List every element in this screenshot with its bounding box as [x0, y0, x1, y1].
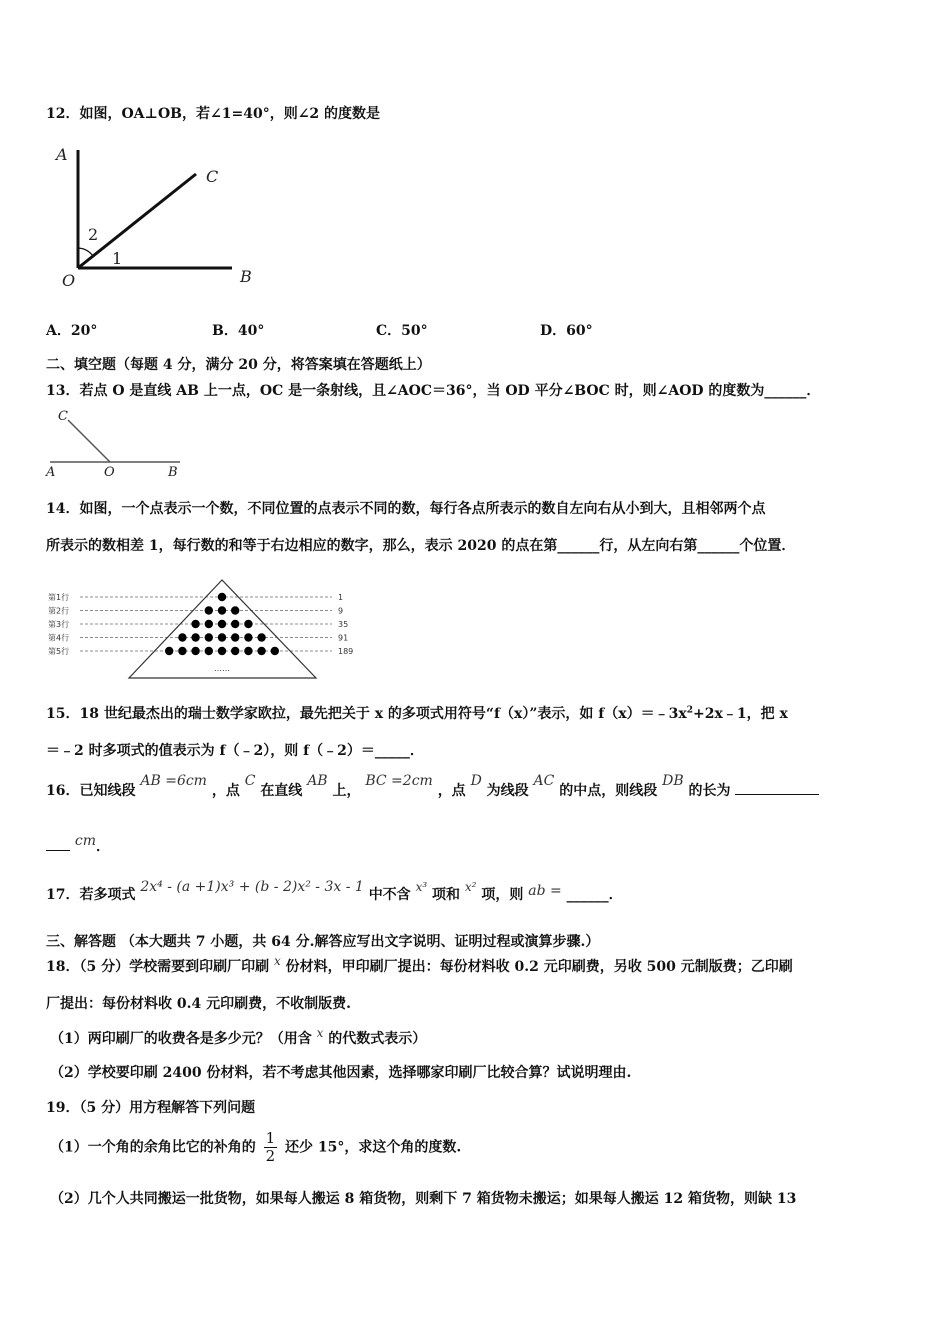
q14-dot [218, 647, 226, 655]
q17-poly: 2x⁴ - (a +1)x³ + (b - 2)x² - 3x - 1 [140, 879, 364, 895]
q16-p1: 16．已知线段 [46, 783, 136, 799]
q16-unit: cm [74, 833, 96, 849]
q18-sub1-a: （1）两印刷厂的收费各是多少元？（用含 [50, 1031, 312, 1047]
q16-p6: 为线段 [486, 783, 529, 799]
q14-dot [231, 606, 239, 614]
q17-m3: ab = [528, 883, 562, 899]
q14-dot [205, 647, 213, 655]
q16-end: ． [96, 839, 110, 855]
q14-dot [191, 633, 199, 641]
q14-dot [191, 647, 199, 655]
q14-row-sum: 1 [338, 593, 344, 602]
q12-angle-2: 2 [88, 225, 99, 244]
q16-p7: 的中点，则线段 [559, 783, 658, 799]
q14-row-label: 第1行 [48, 593, 70, 602]
q19-sub1 [50, 1130, 461, 1165]
q17-p3: 项和 [432, 887, 461, 903]
q14-row-sum: 35 [338, 620, 349, 629]
q12-figure [50, 140, 270, 300]
q19-frac-num: 1 [265, 1129, 276, 1147]
q12-label-a: A [56, 145, 68, 164]
q16-p3: 在直线 [260, 783, 303, 799]
q18-line1-b: 份材料，甲印刷厂提出：每份材料收 0.2 元印刷费，另收 500 元制版费；乙印刷 [285, 959, 793, 975]
q16-p5: ，点 [437, 783, 466, 799]
section3-title: 三、解答题 （本大题共 7 小题，共 64 分.解答应写出文字说明、证明过程或演算步骤.） [46, 934, 600, 950]
q14-dot [178, 647, 186, 655]
q17-line [46, 879, 623, 904]
q18-sub1-b: 的代数式表示） [328, 1031, 427, 1047]
q16-m1: AB =6cm [140, 773, 207, 789]
q14-dot [218, 606, 226, 614]
q14-ellipsis: …… [214, 664, 230, 673]
q14-dot [257, 647, 265, 655]
q19-sub1-a: （1）一个角的余角比它的补角的 [50, 1139, 256, 1156]
q19-sub1-b: 还少 15°，求这个角的度数. [285, 1139, 462, 1156]
q14-dot [205, 606, 213, 614]
q12-option-a: A．20° [46, 323, 98, 339]
q15-sup: 2 [686, 705, 694, 716]
q17-p1: 17．若多项式 [46, 887, 136, 903]
q14-row-label: 第3行 [48, 620, 70, 629]
q16-p4: 上， [332, 783, 361, 799]
q16-m5: D [470, 773, 482, 789]
q14-row-label: 第4行 [48, 633, 70, 643]
q17-p2: 中不含 [368, 887, 411, 903]
q13-label-c: C [58, 409, 68, 424]
q14-line1: 14．如图，一个点表示一个数，不同位置的点表示不同的数，每行各点所表示的数自左向右从小到大，且相邻两个点 [46, 501, 766, 517]
q14-dot [257, 633, 265, 641]
q18-line2: 厂提出：每份材料收 0.4 元印刷费，不收制版费. [46, 996, 351, 1012]
q17-m2: x² [464, 880, 477, 894]
q15-line1 [46, 703, 788, 723]
q16-p8: 的长为 [688, 783, 731, 799]
q14-line2: 所表示的数相差 1，每行数的和等于右边相应的数字，那么，表示 2020 的点在第______行，从左向右第______个位置． [46, 538, 796, 554]
q12-text: 12．如图，OA⊥OB，若∠1=40°，则∠2 的度数是 [46, 106, 381, 122]
q15-line2: ＝﹣2 时多项式的值表示为 f（﹣2），则 f（﹣2）＝_____． [46, 743, 424, 759]
q16-p2: ，点 [211, 783, 240, 799]
q13-text: 13．若点 O 是直线 AB 上一点，OC 是一条射线，且∠AOC＝36°，当 OD 平分∠BOC 时，则∠AOD 的度数为______． [46, 383, 821, 399]
q16-blank-cont [46, 836, 70, 851]
q16-line2 [46, 833, 110, 856]
q14-dot [231, 647, 239, 655]
q14-dot [244, 633, 252, 641]
q14-dot [271, 647, 279, 655]
q18-x: x [273, 954, 281, 968]
q19-sub2: （2）几个人共同搬运一批货物，如果每人搬运 8 箱货物，则剩下 7 箱货物未搬运；如果每人搬运 12 箱货物，则缺 13 [50, 1191, 797, 1207]
q19-title: 19．（5 分）用方程解答下列问题 [46, 1100, 256, 1116]
q16-m7: DB [662, 773, 684, 789]
q12-label-b: B [240, 267, 252, 286]
q16-m6: AC [533, 773, 555, 789]
q14-dot [218, 620, 226, 628]
q19-frac-den: 2 [265, 1147, 276, 1165]
q14-dot [205, 620, 213, 628]
q12-label-o: O [62, 271, 76, 290]
q14-dot [231, 620, 239, 628]
q18-line1-a: 18．（5 分）学校需要到印刷厂印刷 [46, 959, 270, 975]
q16-m2: C [244, 773, 256, 789]
q14-row-label: 第5行 [48, 647, 70, 656]
q13-figure [44, 406, 194, 478]
q14-dot [178, 633, 186, 641]
q15-line1-b: +2x﹣1，把 x [693, 706, 788, 722]
q18-sub2: （2）学校要印刷 2400 份材料，若不考虑其他因素，选择哪家印刷厂比较合算？试说明理由. [50, 1065, 632, 1081]
q14-dot [244, 647, 252, 655]
q12-label-c: C [206, 167, 219, 186]
q14-dot [218, 593, 226, 601]
q19-fraction [264, 1130, 278, 1165]
q16-blank [735, 780, 819, 795]
section2-title: 二、填空题（每题 4 分，满分 20 分，将答案填在答题纸上） [46, 357, 431, 373]
q13-label-a: A [46, 465, 56, 480]
q16-line1 [46, 773, 819, 800]
q16-m4: BC =2cm [365, 773, 433, 789]
q13-label-b: B [168, 465, 178, 480]
q12-angle-1: 1 [112, 249, 123, 268]
q14-dot [165, 647, 173, 655]
q14-dot [218, 633, 226, 641]
q12-option-d: D．60° [540, 323, 593, 339]
q14-row-label: 第2行 [48, 606, 70, 616]
q14-figure [46, 576, 366, 686]
q18-sub1-x: x [316, 1026, 324, 1040]
q14-dot [231, 633, 239, 641]
q14-dot [244, 620, 252, 628]
q13-label-o: O [104, 465, 115, 480]
q14-row-sum: 91 [338, 633, 349, 643]
q14-dot [205, 633, 213, 641]
q12-option-b: B．40° [212, 323, 265, 339]
q17-p5: ______． [566, 887, 623, 903]
q14-row-sum: 9 [338, 606, 344, 616]
q14-row-sum: 189 [338, 647, 354, 656]
q18-line1 [46, 956, 793, 976]
q14-dot [191, 620, 199, 628]
q17-p4: 项，则 [481, 887, 524, 903]
q15-line1-a: 15．18 世纪最杰出的瑞士数学家欧拉，最先把关于 x 的多项式用符号“f（x）”表示，如 f（x）＝﹣3x [46, 706, 687, 722]
q18-sub1 [50, 1028, 426, 1048]
q17-m1: x³ [415, 880, 428, 894]
q16-m3: AB [307, 773, 328, 789]
q12-option-c: C．50° [376, 323, 428, 339]
